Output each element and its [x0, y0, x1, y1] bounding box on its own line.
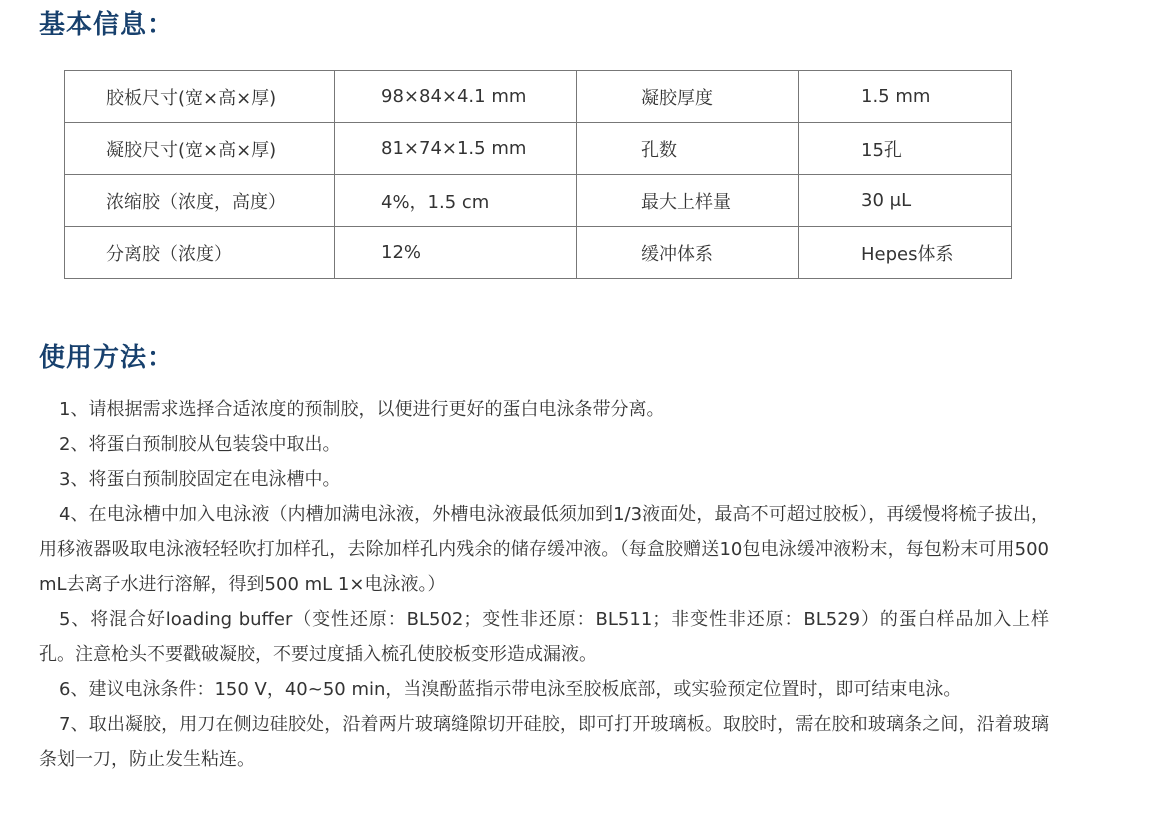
spec-value-stacking-gel: 4%，1.5 cm [335, 175, 577, 227]
spec-label-stacking-gel: 浓缩胶（浓度，高度） [65, 175, 335, 227]
spec-table [64, 70, 1012, 279]
spec-label-gel-thickness: 凝胶厚度 [577, 71, 799, 123]
usage-step-7: 7、取出凝胶，用刀在侧边硅胶处，沿着两片玻璃缝隙切开硅胶，即可打开玻璃板。取胶时，需在胶和玻璃条之间，沿着玻璃条划一刀，防止发生粘连。 [39, 714, 1049, 770]
spec-value-gel-thickness: 1.5 mm [799, 71, 1012, 123]
spec-value-gel-size: 81×74×1.5 mm [335, 123, 577, 175]
usage-heading: 使用方法： [39, 343, 175, 373]
spec-label-separating-gel: 分离胶（浓度） [65, 227, 335, 279]
usage-step-3: 3、将蛋白预制胶固定在电泳槽中。 [59, 469, 341, 490]
table-row [65, 227, 1012, 279]
usage-steps-list [39, 392, 1049, 777]
usage-step-1: 1、请根据需求选择合适浓度的预制胶，以便进行更好的蛋白电泳条带分离。 [59, 399, 665, 420]
table-row [65, 71, 1012, 123]
basic-info-heading: 基本信息： [39, 10, 175, 40]
table-row [65, 123, 1012, 175]
spec-value-well-count: 15孔 [799, 123, 1012, 175]
usage-step-4: 4、在电泳槽中加入电泳液（内槽加满电泳液，外槽电泳液最低须加到1/3液面处，最高不可超过胶板），再缓慢将梳子拔出，用移液器吸取电泳液轻轻吹打加样孔，去除加样孔内残余的储存缓冲液。（每盒胶赠送10包电泳缓冲液粉末，每包粉末可用500 mL去离子水进行溶解，得到500 mL 1×电泳液。） [39, 504, 1049, 595]
spec-value-gel-plate-size: 98×84×4.1 mm [335, 71, 577, 123]
spec-label-buffer-system: 缓冲体系 [577, 227, 799, 279]
spec-value-max-load: 30 μL [799, 175, 1012, 227]
usage-step-2: 2、将蛋白预制胶从包装袋中取出。 [59, 434, 341, 455]
spec-value-buffer-system: Hepes体系 [799, 227, 1012, 279]
table-row [65, 175, 1012, 227]
spec-label-max-load: 最大上样量 [577, 175, 799, 227]
spec-label-gel-plate-size: 胶板尺寸(宽×高×厚) [65, 71, 335, 123]
usage-step-6: 6、建议电泳条件：150 V，40~50 min，当溴酚蓝指示带电泳至胶板底部，或实验预定位置时，即可结束电泳。 [59, 679, 962, 700]
spec-value-separating-gel: 12% [335, 227, 577, 279]
spec-label-gel-size: 凝胶尺寸(宽×高×厚) [65, 123, 335, 175]
usage-step-5: 5、将混合好loading buffer（变性还原：BL502；变性非还原：BL511；非变性非还原：BL529）的蛋白样品加入上样孔。注意枪头不要戳破凝胶，不要过度插入梳孔使胶板变形造成漏液。 [39, 609, 1049, 665]
spec-label-well-count: 孔数 [577, 123, 799, 175]
